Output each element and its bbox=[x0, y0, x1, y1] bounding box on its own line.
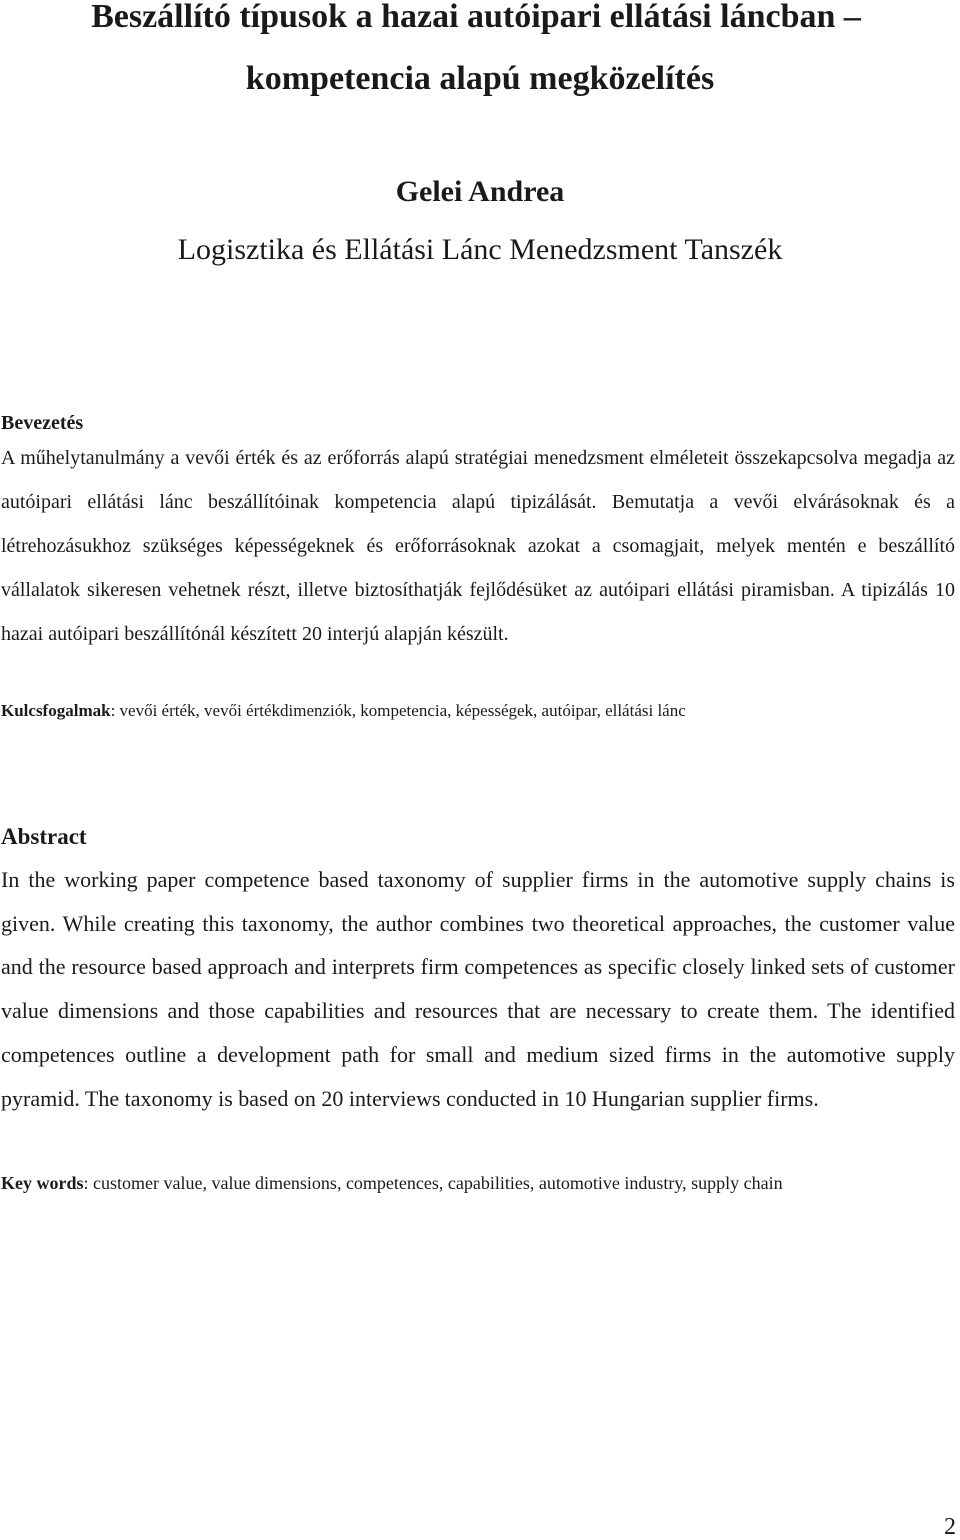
paper-title-line-1: Beszállító típusok a hazai autóipari ellátási láncban – bbox=[91, 0, 861, 35]
paper-title-line-2: kompetencia alapú megközelítés bbox=[245, 60, 715, 97]
author-affiliation: Logisztika és Ellátási Lánc Menedzsment Tanszék bbox=[177, 233, 783, 266]
hungarian-keywords-label: Kulcsfogalmak bbox=[1, 701, 111, 720]
hungarian-keywords bbox=[1, 700, 686, 722]
hungarian-keywords-list: : vevői érték, vevői értékdimenziók, kompetencia, képességek, autóipar, ellátási lánc bbox=[110, 701, 686, 720]
abstract-heading: Abstract bbox=[1, 824, 87, 849]
page-number: 2 bbox=[944, 1514, 956, 1540]
english-keywords bbox=[1, 1171, 783, 1195]
english-keywords-label: Key words bbox=[1, 1173, 84, 1193]
introduction-heading: Bevezetés bbox=[1, 412, 84, 434]
abstract-paragraph: In the working paper competence based taxonomy of supplier firms in the automotive supply chains is given. While creating this taxonomy, the author combines two theoretical approaches, the customer value and the resource based approach and interprets firm competences as specific closely linked sets of customer value dimensions and those capabilities and resources that are necessary to create them. The identified competences outline a development path for small and medium sized firms in the automotive supply pyramid. The taxonomy is based on 20 interviews conducted in 10 Hungarian supplier firms. bbox=[1, 867, 955, 1111]
author-name: Gelei Andrea bbox=[395, 175, 565, 208]
introduction-paragraph: A műhelytanulmány a vevői érték és az erőforrás alapú stratégiai menedzsment elméleteit összekapcsolva megadja az autóipari ellátási lánc beszállítóinak kompetencia alapú tipizálását. Bemutatja a vevői elvárásoknak és a létrehozásukhoz szükséges képességeknek és erőforrásoknak azokat a csomagjait, melyek mentén e beszállító vállalatok sikeresen vehetnek részt, illetve biztosíthatják fejlődésüket az autóipari ellátási piramisban. A tipizálás 10 hazai autóipari beszállítónál készített 20 interjú alapján készült. bbox=[1, 447, 955, 645]
english-keywords-list: : customer value, value dimensions, competences, capabilities, automotive industry, supply chain bbox=[83, 1173, 783, 1193]
